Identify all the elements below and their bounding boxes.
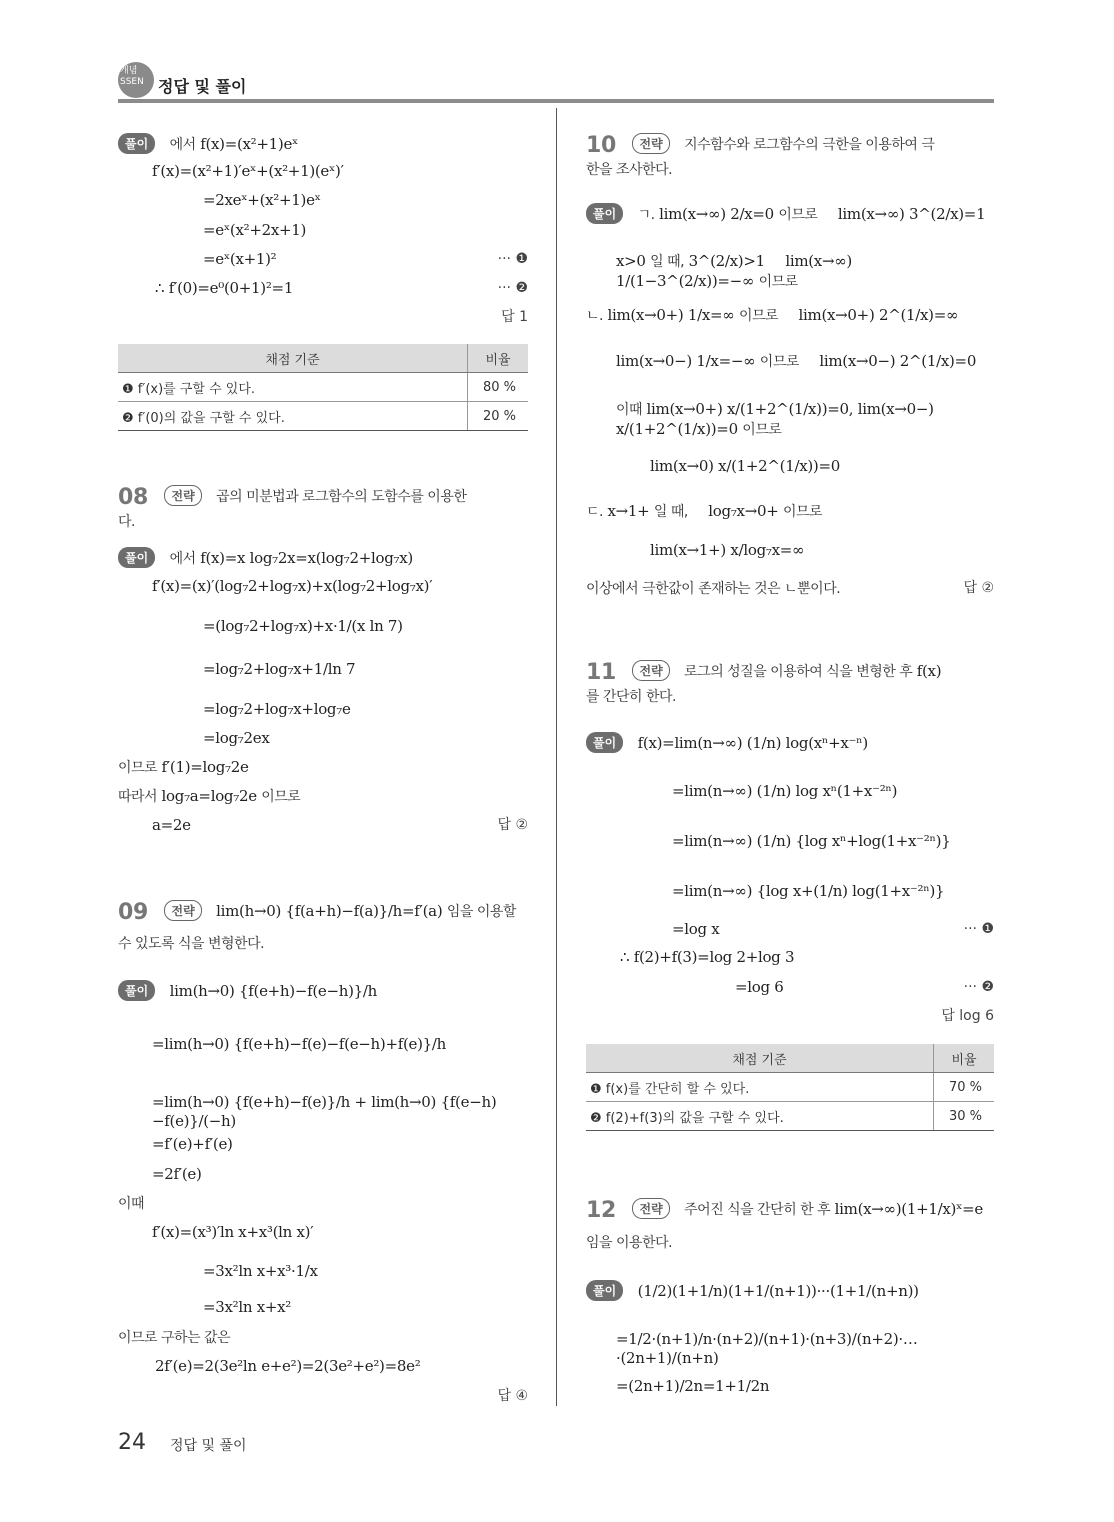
ratio: 70 %: [934, 1073, 995, 1102]
solution-line: [203, 191, 321, 210]
math-expression: =log 6: [735, 978, 784, 996]
math-expression: lim(h→0) {f(e+h)−f(e−h)}/h: [169, 982, 378, 1000]
criterion: ❶ f′(x)를 구할 수 있다.: [118, 373, 468, 402]
math-expression: =log₇2+log₇x+log₇e: [203, 700, 351, 718]
scoring-table-left: [118, 344, 528, 431]
math-expression: =lim(n→∞) {log x+(1/n) log(1+x⁻²ⁿ)}: [672, 882, 945, 900]
solution-line: [118, 900, 516, 925]
math-expression: =eˣ(x²+2x+1): [203, 221, 307, 239]
solution-line: [152, 162, 344, 181]
korean-text: 이때: [118, 1196, 145, 1212]
solution-line: [672, 782, 897, 801]
scoring-table-right: [586, 1044, 994, 1131]
math-expression: ∴ f′(0)=e⁰(0+1)²=1: [155, 279, 294, 297]
solution-line: [586, 1233, 672, 1253]
ratio: 20 %: [468, 402, 529, 431]
solution-badge: 풀이: [118, 547, 155, 568]
solution-line: [155, 1357, 420, 1376]
korean-text: 로그의 성질을 이용하여 식을 변형한 후: [684, 664, 913, 680]
step-marker: ··· ❷: [497, 280, 528, 296]
math-expression: f′(x)=(x²+1)′eˣ+(x²+1)(eˣ)′: [152, 162, 344, 180]
korean-text: 이때: [616, 402, 643, 418]
solution-badge: 풀이: [586, 203, 623, 224]
korean-text: 임을 이용할: [446, 904, 516, 920]
korean-text: 지수함수와 로그함수의 극한을 이용하여 극: [684, 137, 935, 153]
criterion: ❷ f′(0)의 값을 구할 수 있다.: [118, 402, 468, 431]
korean-text: 주어진 식을 간단히 한 후: [684, 1202, 831, 1218]
solution-line: [203, 660, 355, 679]
math-expression: a=2e: [152, 816, 191, 834]
solution-line: [118, 787, 300, 807]
answer-mark: 답 ④: [497, 1388, 528, 1404]
answer-mark: 답 1: [501, 309, 528, 325]
math-expression: f(x)=lim(n→∞) (1/n) log(xⁿ+x⁻ⁿ): [637, 734, 868, 752]
solution-line: [203, 729, 270, 748]
math-expression: =f′(e)+f′(e): [152, 1135, 233, 1153]
solution-line: [616, 252, 994, 292]
math-expression: f′(x)=(x³)′ln x+x³(ln x)′: [152, 1223, 314, 1241]
problem-number: 09: [118, 900, 149, 925]
math-expression: ∴ f(2)+f(3)=log 2+log 3: [620, 948, 795, 966]
solution-line: [586, 502, 822, 522]
korean-text: 에서: [169, 137, 196, 153]
math-expression: =2xeˣ+(x²+1)eˣ: [203, 191, 321, 209]
math-expression: 2f′(e)=2(3e²ln e+e²)=2(3e²+e²)=8e²: [155, 1357, 421, 1375]
solution-line: [586, 579, 840, 599]
solution-line: [586, 203, 985, 225]
math-expression: lim(x→0) x/(1+2^(1/x))=0: [650, 457, 840, 475]
solution-line: [203, 617, 403, 636]
strategy-badge: 전략: [632, 660, 669, 681]
page-number: 24: [118, 1430, 146, 1455]
korean-text: 일 때,: [650, 254, 685, 270]
math-expression: lim(x→0+) x/(1+2^(1/x))=0, lim(x→0−) x/(1+2^(1/x))=0: [616, 400, 934, 438]
korean-text: 이상에서 극한값이 존재하는 것은 ㄴ뿐이다.: [586, 581, 841, 597]
solution-line: [735, 978, 784, 997]
korean-text: 한을 조사한다.: [586, 162, 673, 178]
solution-line: [118, 980, 377, 1001]
table-row: [586, 1102, 994, 1131]
math-expression: f(x)=(x²+1)eˣ: [200, 135, 299, 153]
math-expression: =3x²ln x+x²: [203, 1298, 292, 1316]
solution-line: [152, 1035, 446, 1054]
solution-line: [118, 1328, 230, 1348]
math-expression: lim(x→0−) 2^(1/x)=0: [819, 352, 977, 370]
solution-line: [152, 577, 432, 596]
math-expression: 3^(2/x)>1: [688, 252, 765, 270]
korean-text: 에서: [169, 551, 196, 567]
math-expression: (1/2)(1+1/n)(1+1/(n+1))···(1+1/(n+n)): [637, 1282, 919, 1300]
math-expression: lim(x→∞) 2/x=0: [659, 205, 774, 223]
solution-line: [152, 1165, 202, 1184]
ratio: 80 %: [468, 373, 529, 402]
solution-line: [586, 660, 941, 685]
solution-line: [152, 816, 191, 835]
header-criterion: 채점 기준: [118, 344, 468, 373]
solution-line: [586, 1198, 983, 1223]
answer-mark: 답 ②: [963, 580, 994, 596]
korean-text: 이므로: [738, 308, 779, 324]
answer-mark: 답 ②: [497, 817, 528, 833]
korean-text: 이므로: [759, 354, 799, 370]
solution-line: [203, 1262, 318, 1281]
page-header-title: 정답 및 풀이: [158, 77, 247, 96]
korean-text: 수 있도록 식을 변형한다.: [118, 936, 265, 952]
solution-line: [203, 221, 306, 240]
solution-line: [672, 832, 950, 851]
solution-badge: 풀이: [586, 1280, 623, 1301]
solution-line: [152, 1135, 233, 1154]
math-expression: =log₇2+log₇x+1/ln 7: [203, 660, 356, 678]
korean-text: 이므로: [782, 504, 823, 520]
solution-line: [672, 920, 719, 939]
solution-line: [155, 279, 293, 298]
solution-line: [118, 758, 249, 778]
strategy-badge: 전략: [632, 1198, 669, 1219]
solution-line: [152, 1093, 528, 1131]
korean-text: 이므로 구하는 값은: [118, 1330, 231, 1346]
korean-text: 이므로: [758, 274, 798, 290]
math-expression: =lim(n→∞) (1/n) log xⁿ(1+x⁻²ⁿ): [672, 782, 898, 800]
solution-line: [118, 133, 298, 155]
math-expression: lim(h→0) {f(a+h)−f(a)}/h=f′(a): [216, 902, 443, 920]
solution-line: [118, 1194, 144, 1214]
criterion: ❶ f(x)를 간단히 할 수 있다.: [586, 1073, 934, 1102]
logo-text-top: 개념: [120, 66, 138, 76]
korean-text: ㄷ.: [586, 504, 603, 520]
korean-text: 이므로: [118, 760, 158, 776]
math-expression: =log₇2ex: [203, 729, 270, 747]
ratio: 30 %: [934, 1102, 995, 1131]
korean-text: ㄴ.: [586, 308, 603, 324]
math-expression: =1/2·(n+1)/n·(n+2)/(n+1)·(n+3)/(n+2)·…·(2n+1)/(n+n): [616, 1330, 918, 1367]
math-expression: lim(x→0+) 1/x=∞: [607, 306, 735, 324]
problem-number: 08: [118, 485, 149, 510]
math-expression: =lim(h→0) {f(e+h)−f(e)}/h + lim(h→0) {f(e−h)−f(e)}/(−h): [152, 1093, 497, 1130]
math-expression: =(log₇2+log₇x)+x·1/(x ln 7): [203, 617, 403, 635]
math-expression: f′(1)=log₇2e: [161, 758, 249, 776]
table-row: [586, 1073, 994, 1102]
solution-line: [672, 882, 944, 901]
math-expression: lim(x→∞)(1+1/x)ˣ=e: [834, 1200, 983, 1218]
math-expression: x→1+: [607, 502, 650, 520]
strategy-badge: 전략: [164, 900, 201, 921]
math-expression: lim(x→1+) x/log₇x=∞: [650, 541, 805, 559]
solution-line: [586, 1280, 919, 1301]
math-expression: lim(x→∞) 1/(1−3^(2/x))=−∞: [616, 252, 852, 290]
math-expression: f(x): [916, 662, 942, 680]
korean-text: 이므로: [778, 207, 818, 223]
solution-line: [616, 352, 976, 372]
korean-text: 곱의 미분법과 로그함수의 도함수를 이용한: [216, 489, 467, 505]
header-criterion: 채점 기준: [586, 1044, 934, 1073]
solution-line: [586, 306, 958, 326]
header-ratio: 비율: [468, 344, 529, 373]
solution-line: [203, 1298, 291, 1317]
math-expression: lim(x→0+) 2^(1/x)=∞: [798, 306, 959, 324]
solution-line: [586, 687, 676, 707]
step-marker: ··· ❶: [963, 921, 994, 937]
solution-line: [118, 934, 264, 954]
korean-text: 임을 이용한다.: [586, 1235, 673, 1251]
solution-line: [118, 485, 466, 510]
solution-line: [586, 732, 868, 753]
header-rule: [118, 99, 994, 103]
problem-number: 10: [586, 133, 617, 158]
solution-line: [620, 948, 794, 967]
korean-text: 일 때,: [653, 504, 688, 520]
math-expression: lim(x→∞) 3^(2/x)=1: [837, 205, 986, 223]
solution-badge: 풀이: [586, 732, 623, 753]
column-divider: [556, 108, 557, 1406]
math-expression: =3x²ln x+x³·1/x: [203, 1262, 318, 1280]
solution-badge: 풀이: [118, 980, 155, 1001]
math-expression: =(2n+1)/2n=1+1/2n: [616, 1377, 770, 1395]
strategy-badge: 전략: [164, 485, 201, 506]
solution-line: [616, 1330, 994, 1368]
solution-line: [616, 1377, 769, 1396]
answer-mark: 답 log 6: [941, 1008, 994, 1024]
math-expression: log₇x→0+: [708, 502, 779, 520]
math-expression: =lim(h→0) {f(e+h)−f(e)−f(e−h)+f(e)}/h: [152, 1035, 447, 1053]
criterion: ❷ f(2)+f(3)의 값을 구할 수 있다.: [586, 1102, 934, 1131]
solution-line: [650, 541, 804, 560]
solution-badge: 풀이: [118, 133, 155, 154]
math-expression: =lim(n→∞) (1/n) {log xⁿ+log(1+x⁻²ⁿ)}: [672, 832, 951, 850]
math-expression: log₇a=log₇2e: [161, 787, 257, 805]
korean-text: 이므로: [742, 422, 782, 438]
korean-text: ㄱ.: [637, 207, 655, 223]
solution-line: [203, 700, 351, 719]
table-row: [118, 402, 528, 431]
step-marker: ··· ❷: [963, 979, 994, 995]
logo-text-bottom: SSEN: [120, 77, 144, 87]
brand-logo: [118, 62, 154, 98]
solution-line: [650, 457, 840, 476]
table-row: [118, 373, 528, 402]
problem-number: 12: [586, 1198, 617, 1223]
step-marker: ··· ❶: [497, 251, 528, 267]
math-expression: lim(x→0−) 1/x=−∞: [616, 352, 756, 370]
problem-number: 11: [586, 660, 617, 685]
math-expression: =2f′(e): [152, 1165, 202, 1183]
solution-line: [616, 400, 994, 440]
solution-line: [152, 1223, 313, 1242]
math-expression: =eˣ(x+1)²: [203, 250, 277, 268]
korean-text: 이므로: [261, 789, 301, 805]
korean-text: 따라서: [118, 789, 158, 805]
solution-line: [118, 512, 135, 532]
math-expression: =log x: [672, 920, 720, 938]
solution-line: [203, 250, 276, 269]
math-expression: x>0: [616, 252, 646, 270]
solution-line: [586, 133, 934, 158]
solution-line: [586, 160, 672, 180]
header-ratio: 비율: [934, 1044, 995, 1073]
math-expression: f(x)=x log₇2x=x(log₇2+log₇x): [200, 549, 413, 567]
footer-title: 정답 및 풀이: [170, 1438, 247, 1454]
math-expression: f′(x)=(x)′(log₇2+log₇x)+x(log₇2+log₇x)′: [152, 577, 433, 595]
solution-line: [118, 547, 413, 569]
korean-text: 다.: [118, 514, 135, 530]
korean-text: 를 간단히 한다.: [586, 689, 676, 705]
strategy-badge: 전략: [632, 133, 669, 154]
